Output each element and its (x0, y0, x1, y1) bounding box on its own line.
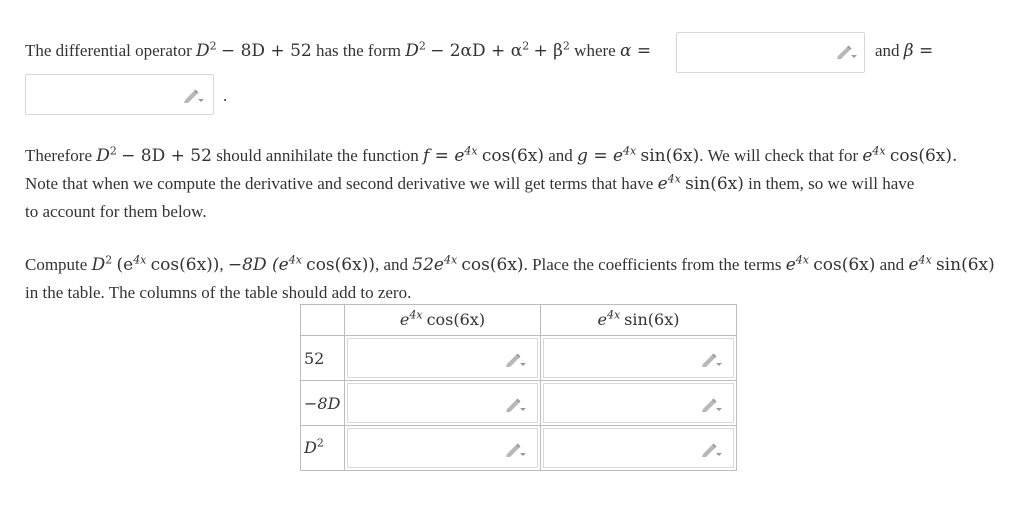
q1-where: where (574, 41, 616, 60)
pencil-icon[interactable] (504, 353, 526, 367)
header-empty (301, 305, 345, 336)
pencil-icon[interactable] (700, 353, 722, 367)
pencil-icon[interactable] (504, 398, 526, 412)
form-d: $D^2$ (405, 39, 426, 61)
pencil-icon[interactable] (504, 443, 526, 457)
alpha-input[interactable] (676, 32, 865, 73)
coefficient-input[interactable] (543, 338, 734, 378)
and-text: and (875, 41, 900, 60)
q1-prefix: The differential operator (25, 41, 192, 60)
form-tail2: + β (533, 41, 563, 61)
coefficient-input[interactable] (347, 338, 538, 378)
pencil-icon[interactable] (182, 89, 204, 103)
cell-neg8d-sin[interactable] (541, 381, 737, 426)
row-label-52: 52 (301, 336, 345, 381)
explanation-paragraph: Therefore $D^2 - 8D + 52$ should annihilate the function $f = e^{4x}$ cos(6x) and $g = e^{4x}$ sin(6x). We will check that for $e^{4x}$ cos(6x). Note that when we compute the derivative and second derivative we will get terms that have $e^{4x}$ sin(6x) in them, so we will have to account for them below. (25, 144, 958, 221)
cell-52-cos[interactable] (345, 336, 541, 381)
coefficient-input[interactable] (543, 383, 734, 423)
beta-label (875, 40, 933, 62)
instructions-paragraph: Compute $D^2$ ($e^{4x}$ cos(6x)), −8D ($e^{4x}$ cos(6x)), and $52e^{4x}$ cos(6x). Place the coefficients from the terms $e^{4x}$ cos(6x) and $e^{4x}$ sin(6x) in the table. The columns of the table should add to zero. (25, 253, 995, 302)
table-row (301, 381, 737, 426)
pencil-icon[interactable] (700, 443, 722, 457)
table-row (301, 336, 737, 381)
question-alpha-line: The differential operator $D^2 - 8D + 52$ has the form $D^2 - 2\alpha D + \alpha^2 + \beta^2$ where α = (25, 39, 652, 61)
pencil-icon[interactable] (700, 398, 722, 412)
q1-middle: has the form (315, 41, 401, 60)
beta-input[interactable] (25, 74, 214, 115)
alpha-symbol: α = (619, 41, 652, 61)
coefficient-input[interactable] (347, 383, 538, 423)
operator-tail: − 8D + 52 (220, 41, 312, 61)
beta-symbol: β = (903, 41, 934, 61)
cell-d2-sin[interactable] (541, 426, 737, 471)
operator-d: $D^2$ (196, 39, 217, 61)
row-label-d2: $D^2$ (301, 426, 345, 471)
table-row (301, 426, 737, 471)
form-tail: − 2αD + α (430, 41, 523, 61)
coefficient-table (300, 304, 737, 471)
cell-d2-cos[interactable] (345, 426, 541, 471)
row-label-neg8d: −8D (301, 381, 345, 426)
coefficient-input[interactable] (543, 428, 734, 468)
coefficient-input[interactable] (347, 428, 538, 468)
period: . (223, 86, 228, 105)
pencil-icon[interactable] (835, 45, 857, 59)
header-cos: $e^{4x}$ cos(6x) (345, 305, 541, 336)
cell-52-sin[interactable] (541, 336, 737, 381)
table-header-row (301, 305, 737, 336)
cell-neg8d-cos[interactable] (345, 381, 541, 426)
header-sin: $e^{4x}$ sin(6x) (541, 305, 737, 336)
